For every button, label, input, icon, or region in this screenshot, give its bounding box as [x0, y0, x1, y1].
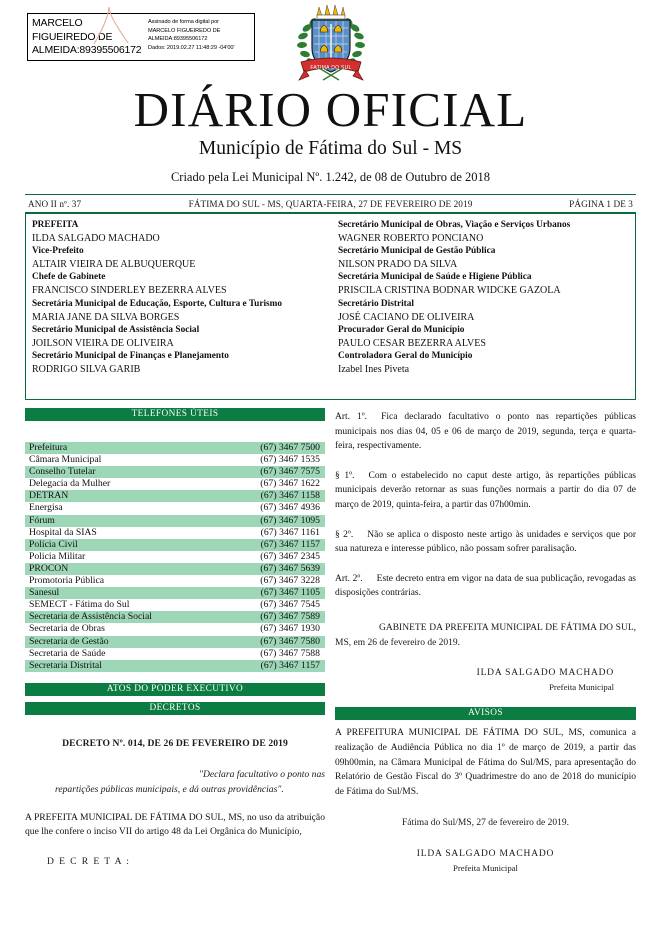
official-entry: [32, 245, 326, 271]
phone-entry-number: (67) 3467 1105: [260, 587, 320, 599]
phone-entry-name: Secretaria de Assistência Social: [29, 611, 152, 623]
section-header-avisos: AVISOS: [335, 707, 636, 720]
decree-title: DECRETO Nº. 014, DE 26 DE FEVEREIRO DE 2019: [62, 737, 288, 749]
phone-entry-number: (67) 3467 1158: [260, 490, 320, 502]
phone-entry-number: (67) 3467 1157: [260, 538, 320, 550]
official-role: Procurador Geral do Município: [338, 324, 465, 335]
phone-entry-number: (67) 3467 7580: [260, 635, 320, 647]
article-1-lead: Art. 1º.: [335, 412, 368, 422]
digital-signature-stamp: [27, 13, 255, 61]
official-name: FRANCISCO SINDERLEY BEZERRA ALVES: [32, 285, 227, 297]
signature-detail-line-1: Assinado de forma digital por: [148, 19, 219, 25]
left-column: [25, 408, 325, 875]
decree-paragraph-1: [335, 469, 636, 513]
table-row: [25, 454, 325, 466]
phone-entry-name: SEMECT - Fátima do Sul: [29, 599, 130, 611]
phone-entry-number: (67) 3467 2345: [260, 550, 320, 562]
phone-entry-name: DETRAN: [29, 490, 69, 502]
svg-text:FATIMA DO SUL: FATIMA DO SUL: [309, 65, 352, 71]
phone-entry-number: (67) 3467 3228: [260, 575, 320, 587]
table-row: [25, 599, 325, 611]
notice-signer-role: Prefeita Municipal: [453, 862, 518, 873]
table-row: [25, 587, 325, 599]
official-entry: [32, 219, 326, 245]
official-name: JOSÉ CACIANO DE OLIVEIRA: [338, 311, 475, 323]
decree-epigraph-line-1: "Declara facultativo o ponto nas: [198, 768, 325, 780]
official-name: PAULO CESAR BEZERRA ALVES: [338, 337, 486, 349]
phone-entry-name: Polícia Civil: [29, 538, 78, 550]
section-header-atos: ATOS DO PODER EXECUTIVO: [25, 683, 325, 696]
phone-entry-name: Secretaria de Gestão: [29, 635, 109, 647]
right-column: [335, 408, 636, 875]
official-role: PREFEITA: [32, 220, 79, 230]
phone-entry-number: (67) 3467 5639: [260, 562, 320, 574]
page-title: DIÁRIO OFICIAL: [133, 82, 528, 137]
official-name: ILDA SALGADO MACHADO: [32, 233, 160, 245]
table-row: [25, 660, 325, 672]
official-entry: [338, 350, 629, 376]
phone-entry-name: Policia Militar: [29, 550, 86, 562]
official-entry: [338, 271, 629, 297]
phone-entry-name: Promotoria Pública: [29, 575, 105, 587]
decree-paragraph-2: [335, 528, 636, 557]
notice-signer-name: ILDA SALGADO MACHADO: [416, 849, 555, 860]
official-entry: [32, 324, 326, 350]
phone-entry-number: (67) 3467 4936: [260, 502, 320, 514]
phone-entry-number: (67) 3467 1535: [260, 454, 320, 466]
phone-entry-number: (67) 3467 1157: [260, 659, 320, 671]
phone-entry-name: Conselho Tutelar: [29, 466, 96, 478]
official-entry: [32, 271, 326, 297]
phone-entry-name: Energisa: [29, 502, 63, 514]
decree-article-2: [335, 572, 636, 601]
phone-entry-name: Delegacia da Mulher: [29, 478, 111, 490]
phone-entry-name: Sanesul: [29, 587, 60, 599]
edition-year-number: ANO II nº. 37: [28, 198, 82, 209]
official-role: Secretário Municipal de Obras, Viação e Serviços Urbanos: [338, 220, 571, 230]
official-entry: [338, 298, 629, 324]
officials-column-right: [330, 217, 633, 399]
phone-entry-name: Prefeitura: [29, 442, 68, 453]
official-role: Vice-Prefeito: [32, 246, 84, 257]
notice-date: Fátima do Sul/MS, 27 de fevereiro de 2019.: [401, 818, 569, 829]
table-row: [25, 442, 325, 454]
table-row: [25, 515, 325, 527]
official-name: PRISCILA CRISTINA BODNAR WIDCKE GAZOLA: [338, 285, 561, 297]
decree-epigraph: [25, 767, 325, 797]
municipal-coat-of-arms-icon: [295, 2, 367, 82]
table-row: [25, 490, 325, 502]
official-entry: [32, 298, 326, 324]
table-row: [25, 527, 325, 539]
signature-detail-line-2: MARCELO FIGUEIREDO DE: [148, 27, 221, 34]
officials-box: [25, 213, 636, 400]
official-role: Secretário Municipal de Assistência Social: [32, 324, 200, 335]
notice-text: A PREFEITURA MUNICIPAL DE FÁTIMA DO SUL, MS, comunica a realização de Audiência Pública no dia 1º de março de 2019, a partir das 09h00min, na Câmara Municipal de Fátima do Sul/MS, para apresentação do Relatório de Gestão Fiscal do 3º Quadrimestre do ano de 2018 do município de Fátima do Sul/MS.: [335, 728, 636, 797]
decreta-label: D E C R E T A :: [47, 856, 131, 868]
two-column-body: [25, 408, 636, 875]
table-row: [25, 648, 325, 660]
phone-entry-number: (67) 3467 7500: [260, 442, 320, 453]
officials-column-left: [26, 217, 330, 399]
article-1-text: Fica declarado facultativo o ponto nas repartições públicas municipais nos dias 04, 05 e 06 de março de 2019, segunda, terça e quarta-feira, respectivamente.: [335, 412, 636, 452]
masthead-subtitle: Município de Fátima do Sul - MS: [198, 138, 463, 159]
decree-signature-block: [335, 667, 636, 694]
table-row: [25, 466, 325, 478]
paragraph-1-lead: § 1º.: [335, 470, 355, 481]
decree-epigraph-line-2: repartições públicas municipais, e dá outras providências".: [55, 783, 284, 795]
decree-preamble: A PREFEITA MUNICIPAL DE FÁTIMA DO SUL, MS, no uso da atribuição que lhe confere o inciso VII do artigo 48 da Lei Orgânica do Município,: [25, 811, 325, 837]
phone-entry-number: (67) 3467 1095: [260, 514, 320, 526]
phone-entry-number: (67) 3467 7589: [260, 611, 320, 623]
official-name: WAGNER ROBERTO PONCIANO: [338, 233, 484, 245]
official-role: Chefe de Gabinete: [32, 272, 106, 283]
phone-entry-name: Secretaria Distrital: [29, 659, 102, 671]
official-name: Izabel Ines Piveta: [338, 364, 410, 376]
decree-closing-indent: GABINETE DA PREFEITA MUNICIPAL DE FÁTIMA: [379, 622, 597, 633]
phone-entry-name: Hospital da SIAS: [29, 526, 97, 538]
signature-detail-line-4: Dados: 2019.02.27 11:48:29 -04'00': [148, 44, 235, 51]
notice-signature-block: [335, 848, 636, 875]
official-name: MARIA JANE DA SILVA BORGES: [32, 311, 180, 323]
decree-signer-name: ILDA SALGADO MACHADO: [476, 668, 614, 679]
official-role: Secretário Municipal de Gestão Pública: [338, 246, 496, 257]
paragraph-2-text: Não se aplica o disposto neste artigo às unidades e serviços que por sua natureza e interesse público, não possam sofrer paralisação.: [335, 529, 636, 555]
table-row: [25, 636, 325, 648]
table-row: [25, 611, 325, 623]
decree-article-1: [335, 410, 636, 454]
paragraph-1-text: Com o estabelecido no caput deste artigo, às repartições públicas municipais deverão retornar as suas funções normais a partir do dia 07 de março de 2019, quinta-feira, a partir das 07h00min.: [335, 470, 636, 510]
official-name: ALTAIR VIEIRA DE ALBUQUERQUE: [32, 259, 196, 271]
section-header-decretos: DECRETOS: [25, 702, 325, 715]
official-role: Secretário Municipal de Finanças e Planejamento: [32, 350, 229, 361]
phone-entry-name: Fórum: [29, 514, 55, 526]
phone-entry-number: (67) 3467 7588: [260, 647, 320, 659]
edition-page-indicator: PÁGINA 1 DE 3: [569, 198, 633, 209]
official-entry: [338, 324, 629, 350]
official-role: Secretário Distrital: [338, 298, 414, 309]
official-role: Controladora Geral do Município: [338, 350, 473, 361]
phone-entry-name: Câmara Municipal: [29, 454, 102, 466]
official-entry: [338, 245, 629, 271]
phone-entry-name: Secretaria de Saúde: [29, 647, 106, 659]
article-2-text: Este decreto entra em vigor na data de sua publicação, revogadas as disposições contrárias.: [335, 573, 636, 599]
edition-bar: [25, 194, 636, 213]
decree-closing-rest: DO SUL, MS, em 26 de fevereiro de 2019.: [335, 622, 637, 648]
edition-place-date: FÁTIMA DO SUL - MS, QUARTA-FEIRA, 27 DE FEVEREIRO DE 2019: [188, 198, 473, 209]
phone-entry-name: Secretaria de Obras: [29, 623, 105, 635]
masthead-law-line: Criado pela Lei Municipal Nº. 1.242, de 08 de Outubro de 2018: [170, 170, 491, 184]
official-role: Secretária Municipal de Saúde e Higiene Pública: [338, 272, 532, 283]
official-entry: [32, 350, 326, 376]
official-name: JOILSON VIEIRA DE OLIVEIRA: [32, 337, 174, 349]
phone-entry-number: (67) 3467 1161: [260, 526, 320, 538]
signature-subject: MARCELO FIGUEIREDO DE ALMEIDA:89395506172: [32, 17, 142, 56]
decree-signer-role: Prefeita Municipal: [549, 681, 614, 692]
phones-section-header: TELEFONES ÚTEIS: [25, 408, 325, 421]
phone-entry-number: (67) 3467 7545: [260, 599, 320, 611]
article-2-lead: Art. 2º.: [335, 573, 363, 584]
table-row: [25, 563, 325, 575]
phone-entry-number: (67) 3467 1622: [260, 478, 320, 490]
table-row: [25, 551, 325, 563]
official-role: Secretária Municipal de Educação, Esporte, Cultura e Turismo: [32, 298, 283, 309]
signature-detail-line-3: ALMEIDA:89395506172: [148, 36, 208, 43]
phone-entry-number: (67) 3467 1930: [260, 623, 320, 635]
phone-entry-name: PROCON: [29, 562, 69, 574]
official-name: RODRIGO SILVA GARIB: [32, 364, 141, 376]
useful-phones-table: [25, 442, 325, 672]
official-name: NILSON PRADO DA SILVA: [338, 259, 458, 271]
phone-entry-number: (67) 3467 7575: [260, 466, 320, 478]
official-entry: [338, 219, 629, 245]
table-row: [25, 539, 325, 551]
signature-details: [144, 14, 254, 60]
table-row: [25, 623, 325, 635]
table-row: [25, 478, 325, 490]
paragraph-2-lead: § 2º.: [335, 529, 354, 540]
table-row: [25, 502, 325, 514]
decree-closing: [335, 621, 636, 650]
table-row: [25, 575, 325, 587]
